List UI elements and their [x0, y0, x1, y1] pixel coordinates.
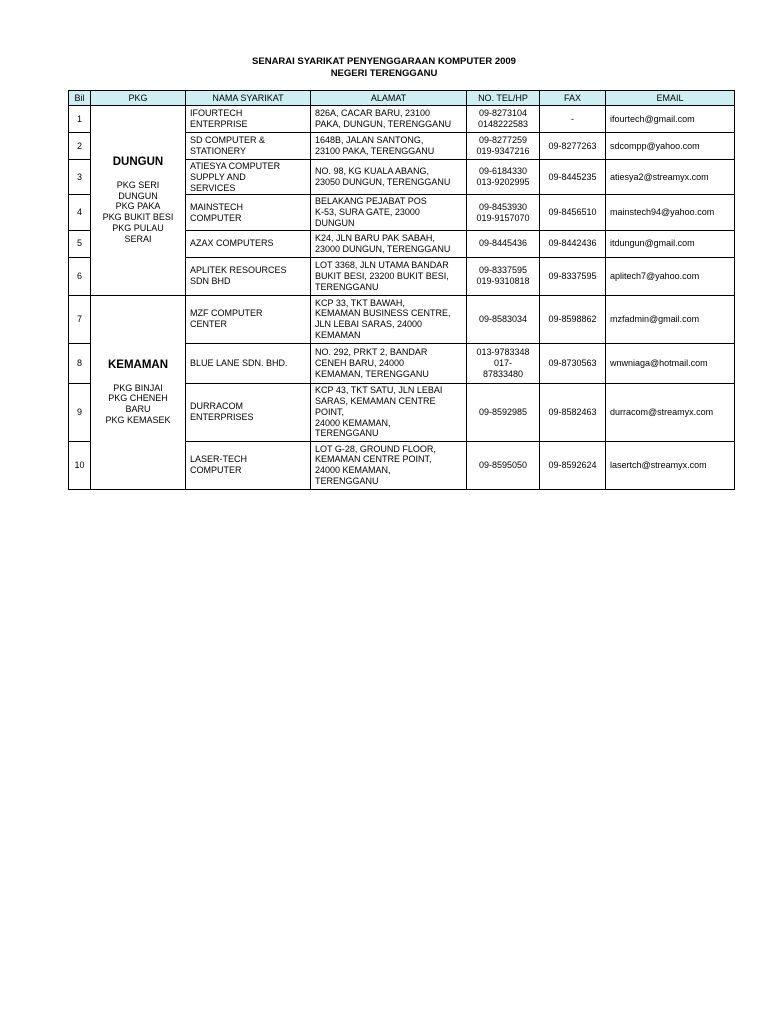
company-table-part-1 — [68, 90, 735, 490]
company-address: NO. 98, KG KUALA ABANG, 23050 DUNGUN, TERENGGANU — [311, 160, 467, 195]
company-address: K24, JLN BARU PAK SABAH, 23000 DUNGUN, TERENGGANU — [311, 230, 467, 257]
company-phone: 09-8273104 0148222583 — [467, 106, 540, 133]
company-phone: 09-8453930 019-9157070 — [467, 195, 540, 230]
company-name: AZAX COMPUTERS — [186, 230, 311, 257]
row-number: 7 — [69, 295, 91, 343]
row-number: 9 — [69, 383, 91, 441]
company-phone: 09-8583034 — [467, 295, 540, 343]
row-number: 5 — [69, 230, 91, 257]
company-email: durracom@streamyx.com — [606, 383, 735, 441]
document-title: SENARAI SYARIKAT PENYENGGARAAN KOMPUTER 2009 — [252, 56, 516, 67]
table-row — [69, 106, 735, 133]
company-fax: 09-8337595 — [540, 257, 606, 295]
table-row — [69, 295, 735, 343]
header-tel: NO. TEL/HP — [467, 91, 540, 106]
header-pkg: PKG — [91, 91, 186, 106]
company-address: 826A, CACAR BARU, 23100 PAKA, DUNGUN, TERENGGANU — [311, 106, 467, 133]
row-number: 2 — [69, 133, 91, 160]
company-address: KCP 33, TKT BAWAH, KEMAMAN BUSINESS CENTRE, JLN LEBAI SARAS, 24000 KEMAMAN — [311, 295, 467, 343]
company-name: ATIESYA COMPUTER SUPPLY AND SERVICES — [186, 160, 311, 195]
company-name: MAINSTECH COMPUTER — [186, 195, 311, 230]
company-address: LOT G-28, GROUND FLOOR, KEMAMAN CENTRE POINT, 24000 KEMAMAN, TERENGGANU — [311, 441, 467, 489]
company-phone: 09-8337595 019-9310818 — [467, 257, 540, 295]
header-bil: Bil — [69, 91, 91, 106]
pkg-group-subdistricts: PKG SERI DUNGUN PKG PAKA PKG BUKIT BESI PKG PULAU SERAI — [102, 179, 174, 244]
company-email: lasertch@streamyx.com — [606, 441, 735, 489]
company-email: aplitech7@yahoo.com — [606, 257, 735, 295]
company-fax: 09-8582463 — [540, 383, 606, 441]
company-phone: 09-8592985 — [467, 383, 540, 441]
company-email: wnwniaga@hotmail.com — [606, 343, 735, 383]
company-fax: 09-8730563 — [540, 343, 606, 383]
row-number: 4 — [69, 195, 91, 230]
company-phone: 013-9783348 017- 87833480 — [467, 343, 540, 383]
company-email: itdungun@gmail.com — [606, 230, 735, 257]
header-email: EMAIL — [606, 91, 735, 106]
row-number: 1 — [69, 106, 91, 133]
row-number: 8 — [69, 343, 91, 383]
row-number: 3 — [69, 160, 91, 195]
company-phone: 09-8277259 019-9347216 — [467, 133, 540, 160]
company-address: 1648B, JALAN SANTONG, 23100 PAKA, TERENGGANU — [311, 133, 467, 160]
company-name: SD COMPUTER & STATIONERY — [186, 133, 311, 160]
pkg-group-subdistricts: PKG BINJAI PKG CHENEH BARU PKG KEMASEK — [105, 382, 171, 425]
header-fax: FAX — [540, 91, 606, 106]
company-email: mainstech94@yahoo.com — [606, 195, 735, 230]
company-fax: 09-8445235 — [540, 160, 606, 195]
row-number: 10 — [69, 441, 91, 489]
pkg-group-kemaman — [91, 295, 186, 489]
company-phone: 09-8595050 — [467, 441, 540, 489]
company-email: sdcompp@yahoo.com — [606, 133, 735, 160]
company-name: IFOURTECH ENTERPRISE — [186, 106, 311, 133]
company-phone: 09-8445436 — [467, 230, 540, 257]
pkg-group-name: DUNGUN — [112, 156, 164, 169]
company-address: KCP 43, TKT SATU, JLN LEBAI SARAS, KEMAMAN CENTRE POINT, 24000 KEMAMAN, TERENGGANU — [311, 383, 467, 441]
company-email: atiesya2@streamyx.com — [606, 160, 735, 195]
company-address: BELAKANG PEJABAT POS K-53, SURA GATE, 23000 DUNGUN — [311, 195, 467, 230]
company-fax: - — [540, 106, 606, 133]
header-alamat: ALAMAT — [311, 91, 467, 106]
company-name: LASER-TECH COMPUTER — [186, 441, 311, 489]
company-phone: 09-6184330 013-9202995 — [467, 160, 540, 195]
table-header-row — [69, 91, 735, 106]
company-address: NO. 292, PRKT 2, BANDAR CENEH BARU, 24000 KEMAMAN, TERENGGANU — [311, 343, 467, 383]
company-fax: 09-8456510 — [540, 195, 606, 230]
pkg-group-name: KEMAMAN — [107, 358, 169, 371]
company-fax: 09-8442436 — [540, 230, 606, 257]
company-address: LOT 3368, JLN UTAMA BANDAR BUKIT BESI, 23200 BUKIT BESI, TERENGGANU — [311, 257, 467, 295]
row-number: 6 — [69, 257, 91, 295]
header-nama: NAMA SYARIKAT — [186, 91, 311, 106]
company-name: MZF COMPUTER CENTER — [186, 295, 311, 343]
company-fax: 09-8592624 — [540, 441, 606, 489]
company-name: DURRACOM ENTERPRISES — [186, 383, 311, 441]
company-name: APLITEK RESOURCES SDN BHD — [186, 257, 311, 295]
pkg-group-dungun — [91, 106, 186, 296]
company-fax: 09-8277263 — [540, 133, 606, 160]
company-fax: 09-8598862 — [540, 295, 606, 343]
company-email: ifourtech@gmail.com — [606, 106, 735, 133]
company-name: BLUE LANE SDN. BHD. — [186, 343, 311, 383]
company-email: mzfadmin@gmail.com — [606, 295, 735, 343]
document-subtitle: NEGERI TERENGGANU — [330, 68, 438, 79]
